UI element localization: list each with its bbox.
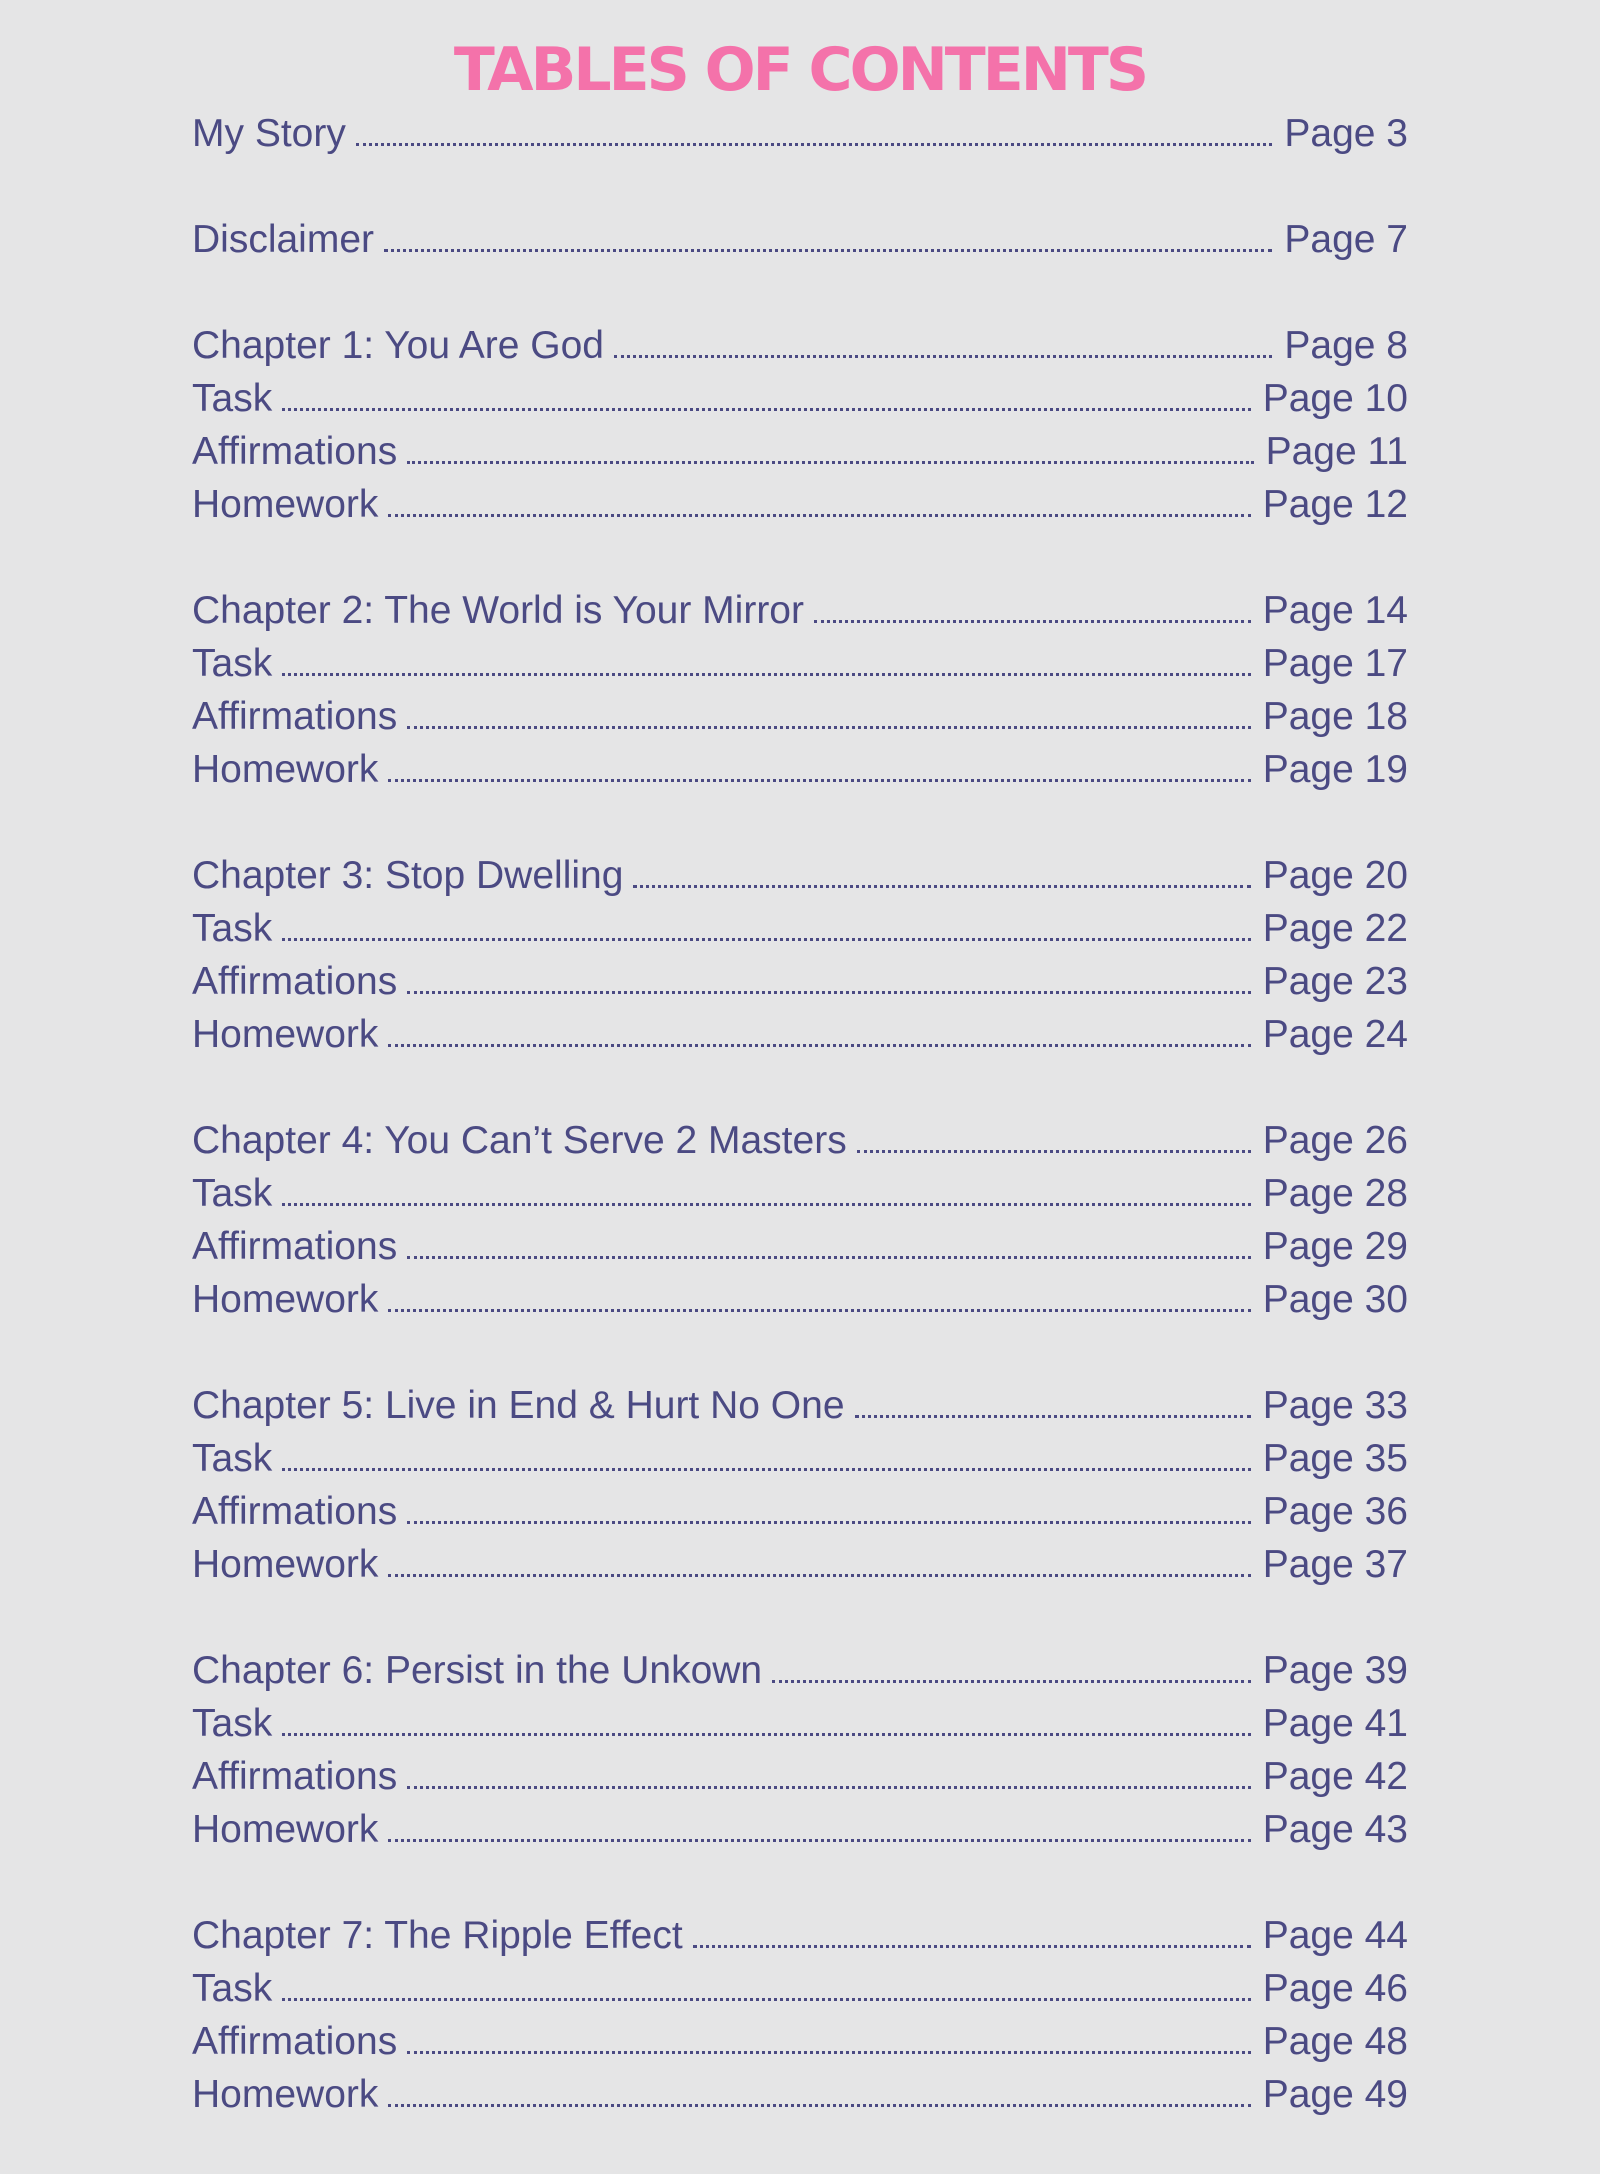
toc-entry-label: Chapter 1: You Are God [192,324,604,367]
toc-entry[interactable] [192,1909,1408,1962]
toc-entry[interactable] [192,1697,1408,1750]
toc-entry-label: Affirmations [192,2020,398,2063]
toc-entry-label: Affirmations [192,695,398,738]
toc-entry-label: Homework [192,1543,379,1586]
toc-entry-label: Chapter 6: Persist in the Unkown [192,1649,763,1692]
toc-entry[interactable] [192,849,1408,902]
dot-leader [282,1733,1250,1736]
toc-entry[interactable] [192,637,1408,690]
dot-leader [693,1945,1251,1948]
dot-leader [282,1998,1250,2001]
toc-entry-page: Page 14 [1262,589,1408,632]
dot-leader [407,2051,1250,2054]
toc-entry[interactable] [192,1114,1408,1167]
toc-entry-page: Page 7 [1284,218,1408,261]
toc-entry-page: Page 49 [1262,2073,1408,2116]
toc-entry-label: Disclaimer [192,218,375,261]
toc-entry[interactable] [192,1008,1408,1061]
toc-entry-label: Task [192,1967,273,2010]
toc-entry-label: Task [192,1172,273,1215]
dot-leader [855,1415,1251,1418]
toc-entry-label: Homework [192,1278,379,1321]
toc-entry-label: Affirmations [192,1225,398,1268]
toc-entry-page: Page 46 [1262,1967,1408,2010]
toc-entry[interactable] [192,213,1408,266]
toc-entry-label: Affirmations [192,1755,398,1798]
toc-entry-label: Chapter 4: You Can’t Serve 2 Masters [192,1119,847,1162]
toc-entry[interactable] [192,1167,1408,1220]
toc-entry[interactable] [192,584,1408,637]
toc-entry-label: Task [192,907,273,950]
toc-entry[interactable] [192,902,1408,955]
toc-entry-page: Page 19 [1262,748,1408,791]
dot-leader [857,1150,1251,1153]
toc-entry-label: Chapter 3: Stop Dwelling [192,854,624,897]
toc-entry-label: Task [192,1702,273,1745]
toc-entry-page: Page 39 [1262,1649,1408,1692]
toc-entry-page: Page 22 [1262,907,1408,950]
toc-entry-page: Page 12 [1262,483,1408,526]
toc-entry-label: Homework [192,2073,379,2116]
toc-entry[interactable] [192,690,1408,743]
dot-leader [282,673,1250,676]
dot-leader [633,885,1250,888]
toc-entry-page: Page 35 [1262,1437,1408,1480]
toc-entry[interactable] [192,1803,1408,1856]
toc-entry-page: Page 36 [1262,1490,1408,1533]
toc-entry[interactable] [192,1538,1408,1591]
toc-group [192,107,1408,160]
toc-group [192,1379,1408,1591]
dot-leader [407,1521,1250,1524]
toc-entry-page: Page 20 [1262,854,1408,897]
dot-leader [282,938,1250,941]
dot-leader [407,461,1253,464]
toc-entry-label: Homework [192,1808,379,1851]
dot-leader [407,726,1250,729]
toc-entry[interactable] [192,1379,1408,1432]
toc-entry-page: Page 30 [1262,1278,1408,1321]
dot-leader [388,514,1250,517]
dot-leader [388,1309,1250,1312]
toc-entry[interactable] [192,1220,1408,1273]
dot-leader [384,249,1272,252]
toc-entry-label: Affirmations [192,430,398,473]
toc-entry-label: Affirmations [192,1490,398,1533]
dot-leader [388,2104,1250,2107]
toc-entry-page: Page 44 [1262,1914,1408,1957]
toc-entry-page: Page 3 [1284,112,1408,155]
toc-entry-page: Page 23 [1262,960,1408,1003]
toc-entry[interactable] [192,2015,1408,2068]
toc-entry-page: Page 17 [1262,642,1408,685]
toc-group [192,213,1408,266]
toc-entry-page: Page 29 [1262,1225,1408,1268]
page-title: TABLES OF CONTENTS [453,35,1147,105]
toc-entry-page: Page 43 [1262,1808,1408,1851]
toc-entry-label: Task [192,1437,273,1480]
toc-entry-page: Page 24 [1262,1013,1408,1056]
toc-entry-page: Page 37 [1262,1543,1408,1586]
toc-entry-page: Page 48 [1262,2020,1408,2063]
toc-entry[interactable] [192,319,1408,372]
toc-group [192,1644,1408,1856]
toc-entry-page: Page 42 [1262,1755,1408,1798]
toc-entry-label: Chapter 7: The Ripple Effect [192,1914,683,1957]
toc-entry-page: Page 33 [1262,1384,1408,1427]
toc-entry-page: Page 28 [1262,1172,1408,1215]
toc-entry-page: Page 8 [1284,324,1408,367]
toc-entry[interactable] [192,2068,1408,2121]
toc-entry[interactable] [192,1273,1408,1326]
toc-entry-label: Task [192,642,273,685]
toc-group [192,1909,1408,2121]
toc-entry[interactable] [192,1750,1408,1803]
toc-entry[interactable] [192,955,1408,1008]
dot-leader [772,1680,1251,1683]
toc-entry-label: Chapter 5: Live in End & Hurt No One [192,1384,845,1427]
toc-entry[interactable] [192,1962,1408,2015]
toc-entry[interactable] [192,1644,1408,1697]
dot-leader [814,620,1251,623]
toc-group [192,584,1408,796]
dot-leader [356,143,1273,146]
dot-leader [407,991,1250,994]
toc-entry[interactable] [192,107,1408,160]
toc-entry[interactable] [192,743,1408,796]
toc-entry-label: Homework [192,748,379,791]
toc-group [192,319,1408,531]
dot-leader [388,1839,1250,1842]
toc-entry-page: Page 26 [1262,1119,1408,1162]
toc-entry-label: Task [192,377,273,420]
toc-group [192,1114,1408,1326]
dot-leader [388,779,1250,782]
toc-entry-label: My Story [192,112,346,155]
toc-entry[interactable] [192,478,1408,531]
dot-leader [388,1044,1250,1047]
toc-entry-page: Page 11 [1265,430,1408,473]
toc-entry-page: Page 10 [1262,377,1408,420]
dot-leader [614,355,1272,358]
dot-leader [407,1786,1250,1789]
dot-leader [282,1203,1250,1206]
table-of-contents [192,107,1408,2174]
toc-entry[interactable] [192,372,1408,425]
toc-entry-label: Affirmations [192,960,398,1003]
dot-leader [407,1256,1250,1259]
toc-entry-page: Page 41 [1262,1702,1408,1745]
toc-entry-label: Homework [192,1013,379,1056]
toc-entry-label: Chapter 2: The World is Your Mirror [192,589,804,632]
dot-leader [282,408,1250,411]
toc-entry-page: Page 18 [1262,695,1408,738]
dot-leader [282,1468,1250,1471]
toc-entry[interactable] [192,1432,1408,1485]
toc-entry-label: Homework [192,483,379,526]
toc-group [192,849,1408,1061]
toc-entry[interactable] [192,1485,1408,1538]
toc-entry[interactable] [192,425,1408,478]
dot-leader [388,1574,1250,1577]
